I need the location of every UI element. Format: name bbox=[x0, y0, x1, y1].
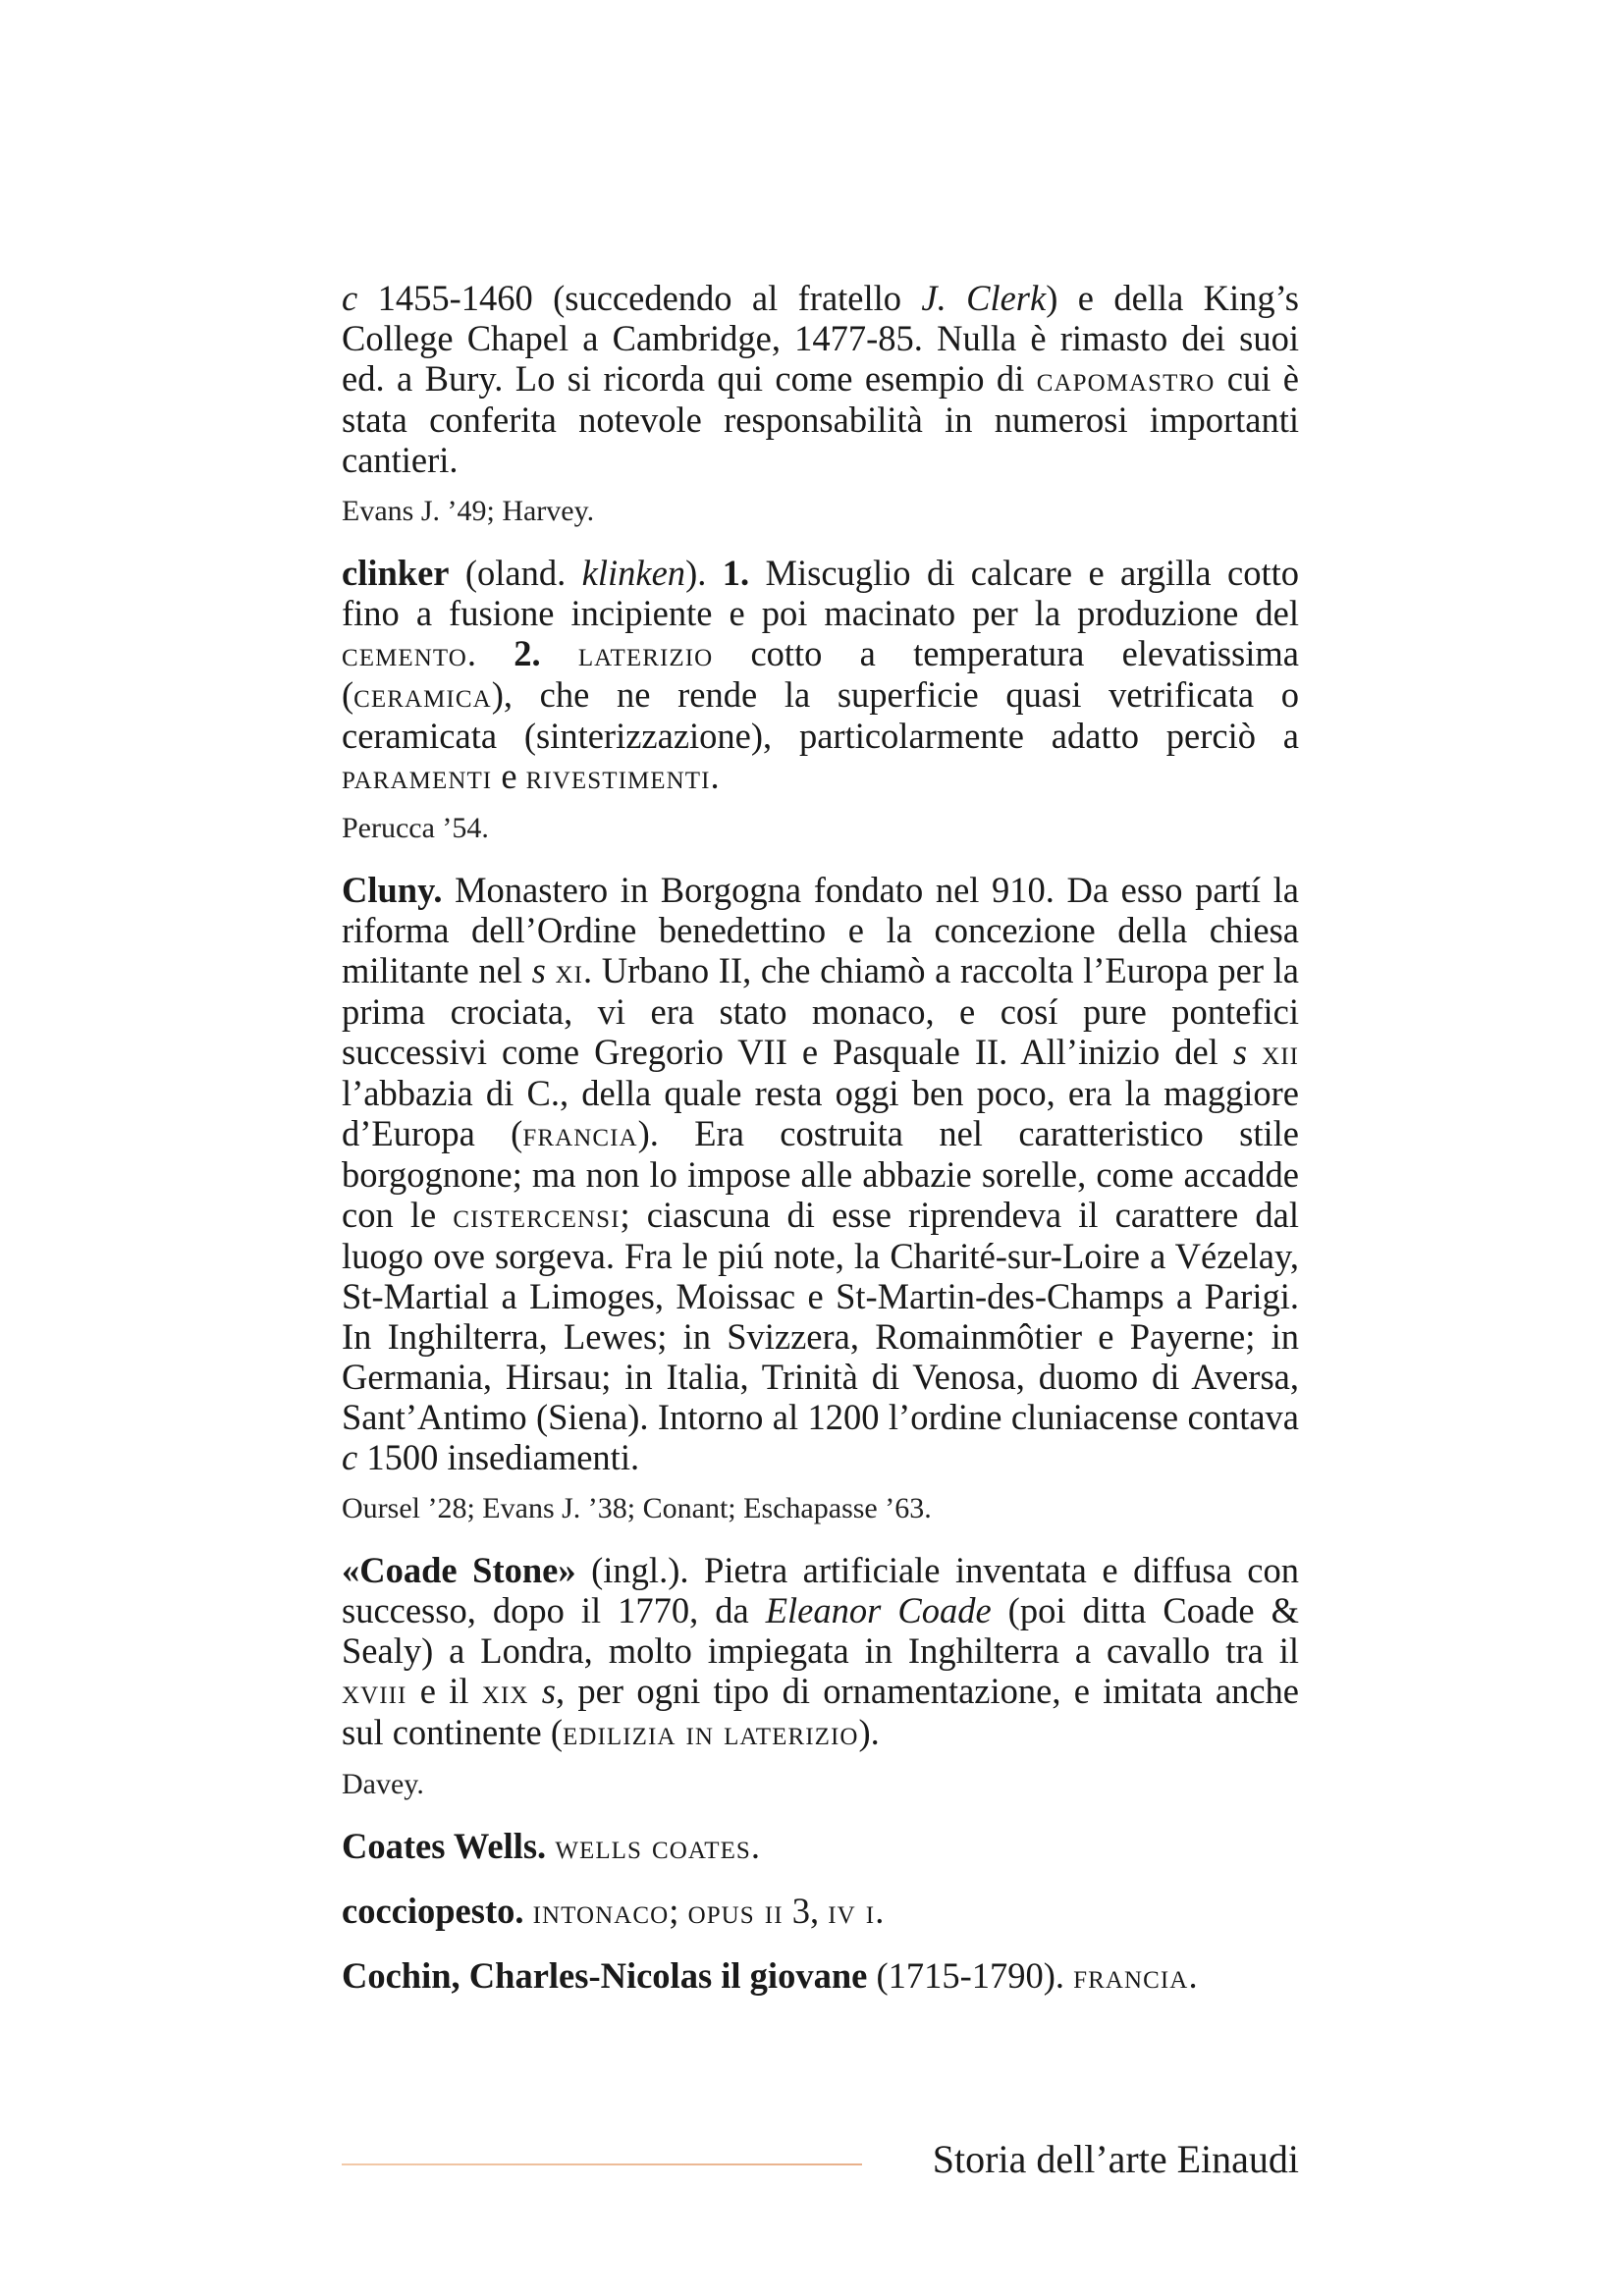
entry-coates-wells bbox=[342, 1826, 1299, 1867]
footer-publisher: Storia dell’arte Einaudi bbox=[932, 2137, 1299, 2181]
headword: cocciopesto. bbox=[342, 1891, 524, 1931]
text-run: e il bbox=[406, 1671, 482, 1711]
text-run: (ingl.). Pietra artificiale inventata e diffusa con successo, dopo il 1770, da bbox=[342, 1550, 1299, 1630]
headword: «Coade Stone» bbox=[342, 1550, 576, 1590]
entry-text bbox=[342, 553, 1299, 797]
cross-reference: edilizia in laterizio bbox=[563, 1713, 859, 1752]
text-run: . Urbano II, che chiamò a raccolta l’Europa per la prima crociata, vi era stato monaco, e cosí pure pontefici successivi come Gregorio VII e Pasquale II. All’inizio del bbox=[342, 950, 1299, 1072]
text-run: cui è stata conferita notevole responsabilità in numerosi importanti cantieri. bbox=[342, 358, 1300, 480]
cross-reference: opus ii bbox=[687, 1892, 784, 1931]
text-run: ), che ne rende la superficie quasi vetrificata o ceramicata (sinterizzazione), particolarmente adatto perciò a bbox=[342, 674, 1299, 756]
italic-run: c bbox=[342, 278, 358, 318]
text-run bbox=[1247, 1032, 1262, 1072]
italic-run: Eleanor Coade bbox=[765, 1590, 992, 1630]
entry-text bbox=[342, 1550, 1299, 1753]
text-run: Miscuglio di calcare e argilla cotto fino a fusione incipiente e poi macinato per la produzione del bbox=[342, 553, 1300, 633]
entry-cluny bbox=[342, 870, 1299, 1526]
text-run: ; bbox=[669, 1891, 688, 1931]
text-run: ; ciascuna di esse riprendeva il carattere dal luogo ove sorgeva. Fra le piú note, la Charité-sur-Loire a Vézelay, St-Martial a Limoges, Moissac e St-Martin-des-Champs a Parigi. In Inghilterra, Lewes; in Svizzera, Romainmôtier e Payerne; in Germania, Hirsau; in Italia, Trinità di Venosa, duomo di Aversa, Sant’Antimo (Siena). Intorno al 1200 l’ordine cluniacense contava bbox=[342, 1195, 1299, 1437]
footer-rule bbox=[342, 2163, 862, 2165]
italic-run: c bbox=[342, 1437, 358, 1477]
cross-reference: ceramica bbox=[353, 675, 492, 715]
text-run: . bbox=[1188, 1955, 1198, 1996]
dictionary-page bbox=[342, 278, 1299, 2020]
text-run bbox=[546, 1826, 555, 1866]
text-run: ) e della King’s College Chapel a Cambridge, 1477-85. Nulla è rimasto dei suoi ed. a Bury. Lo si ricorda qui come esempio di bbox=[342, 278, 1299, 399]
italic-run: s bbox=[1232, 1032, 1248, 1072]
text-run bbox=[523, 1891, 532, 1931]
text-run: . bbox=[875, 1891, 885, 1931]
text-run: 1455-1460 (succedendo al fratello bbox=[357, 278, 922, 318]
text-run: . bbox=[466, 633, 514, 673]
page-footer bbox=[342, 2130, 1299, 2189]
cross-reference: francia bbox=[522, 1114, 638, 1153]
cross-reference: wells coates bbox=[555, 1827, 751, 1866]
text-run: . bbox=[710, 756, 720, 796]
entry-text bbox=[342, 870, 1299, 1477]
italic-run: klinken bbox=[581, 553, 686, 593]
bibliography-ref: Oursel ’28; Evans J. ’38; Conant; Eschapasse ’63. bbox=[342, 1492, 932, 1524]
text-run: ). bbox=[858, 1712, 880, 1752]
cross-reference: iv i bbox=[828, 1892, 876, 1931]
text-run: Monastero in Borgogna fondato nel 910. Da esso partí la riforma dell’Ordine benedettino e la concezione della chiesa militante nel bbox=[342, 870, 1299, 990]
text-run: (poi ditta Coade & Sealy) a Londra, molto impiegata in Inghilterra a cavallo tra il bbox=[342, 1590, 1299, 1671]
entry-text bbox=[342, 1826, 1299, 1867]
text-run: 1500 insediamenti. bbox=[357, 1437, 640, 1477]
text-run: l’abbazia di C., della quale resta oggi ben poco, era la maggiore d’Europa ( bbox=[342, 1073, 1299, 1153]
text-run: cotto a temperatura elevatissima ( bbox=[342, 633, 1299, 715]
bibliography-ref: Perucca ’54. bbox=[342, 812, 489, 844]
entry-coade-stone bbox=[342, 1550, 1299, 1802]
cross-reference: cistercensi bbox=[453, 1196, 621, 1235]
text-run: . bbox=[750, 1826, 761, 1866]
entry-cochin bbox=[342, 1955, 1299, 1997]
entry-clerk-continued bbox=[342, 278, 1299, 529]
bibliography-ref: Davey. bbox=[342, 1768, 424, 1800]
cross-reference: rivestimenti bbox=[525, 757, 711, 796]
italic-run: s bbox=[541, 1671, 556, 1711]
headword: clinker bbox=[342, 553, 450, 593]
text-run bbox=[528, 1671, 541, 1711]
text-run: (1715-1790). bbox=[867, 1955, 1074, 1996]
cross-reference: intonaco bbox=[532, 1892, 670, 1931]
entry-cocciopesto bbox=[342, 1891, 1299, 1932]
bibliography-ref: Evans J. ’49; Harvey. bbox=[342, 495, 595, 527]
italic-run: s bbox=[531, 950, 546, 990]
text-run: 3, bbox=[783, 1891, 829, 1931]
headword: Cluny. bbox=[342, 870, 443, 910]
headword: Coates Wells. bbox=[342, 1826, 547, 1866]
text-run bbox=[546, 950, 556, 990]
text-run: (oland. bbox=[449, 553, 582, 593]
entry-text bbox=[342, 1891, 1299, 1932]
headword: 1. bbox=[722, 553, 750, 593]
headword: 2. bbox=[514, 633, 541, 673]
entries-list bbox=[342, 278, 1299, 1997]
entry-text bbox=[342, 1955, 1299, 1997]
headword: Cochin, Charles-Nicolas il giovane bbox=[342, 1955, 868, 1996]
text-run bbox=[541, 633, 578, 673]
cross-reference: xi bbox=[555, 951, 583, 990]
text-run: e bbox=[492, 756, 526, 796]
cross-reference: paramenti bbox=[342, 757, 493, 796]
cross-reference: cemento bbox=[342, 634, 467, 673]
cross-reference: xviii bbox=[342, 1672, 407, 1711]
cross-reference: xix bbox=[481, 1672, 529, 1711]
entry-clinker bbox=[342, 553, 1299, 846]
cross-reference: capomastro bbox=[1036, 359, 1216, 399]
italic-run: J. Clerk bbox=[921, 278, 1047, 318]
text-run: , per ogni tipo di ornamentazione, e imitata anche sul continente ( bbox=[342, 1671, 1300, 1752]
cross-reference: xii bbox=[1262, 1033, 1299, 1072]
text-run: ). bbox=[685, 553, 723, 593]
text-run: ). Era costruita nel caratteristico stile borgognone; ma non lo impose alle abbazie sorelle, come accadde con le bbox=[342, 1113, 1299, 1235]
cross-reference: francia bbox=[1073, 1956, 1189, 1996]
cross-reference: laterizio bbox=[577, 634, 714, 673]
entry-text bbox=[342, 278, 1299, 480]
